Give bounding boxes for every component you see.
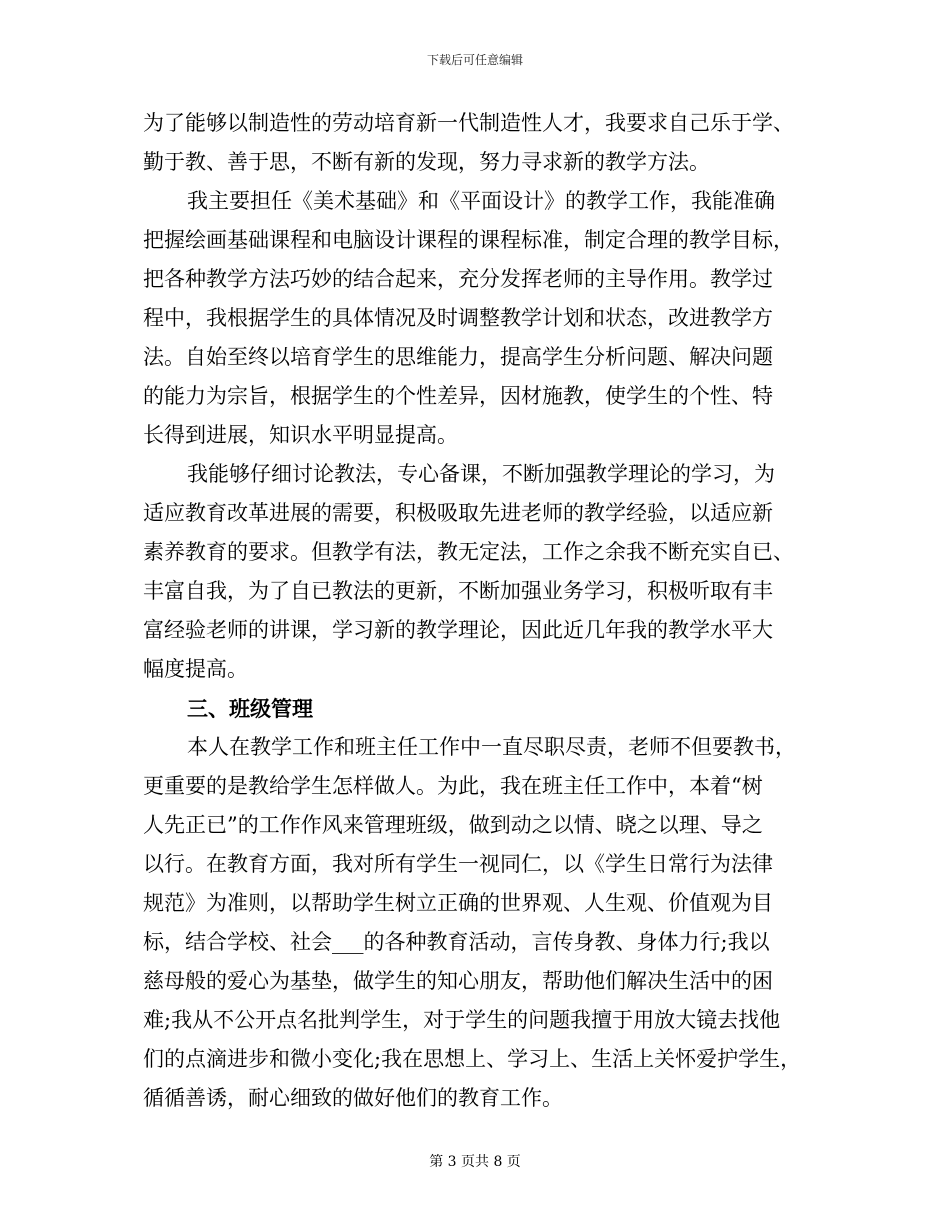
body-line: 们的点滴进步和微小变化;我在思想上、学习上、生活上关怀爱护学生， (143, 1047, 802, 1071)
paragraph-start-line: 本人在教学工作和班主任工作中一直尽职尽责，老师不但要教书， (187, 735, 796, 759)
page-header-note: 下载后可任意编辑 (426, 53, 523, 67)
body-line: 丰富自我，为了自已教法的更新，不断加强业务学习，积极听取有丰 (143, 579, 773, 603)
document-body (143, 104, 813, 1118)
body-line: 更重要的是教给学生怎样做人。为此，我在班主任工作中，本着“树 (143, 774, 763, 798)
paragraph-start-line: 我主要担任《美术基础》和《平面设计》的教学工作，我能准确 (187, 189, 775, 213)
body-line: 把握绘画基础课程和电脑设计课程的课程标准，制定合理的教学目标， (143, 228, 794, 252)
body-line: 程中，我根据学生的具体情况及时调整教学计划和状态，改进教学方 (143, 306, 773, 330)
body-line: 规范》为准则，以帮助学生树立正确的世界观、人生观、价值观为目 (143, 891, 773, 915)
body-line: 慈母般的爱心为基垫，做学生的知心朋友，帮助他们解决生活中的困 (143, 969, 773, 993)
body-line: 勤于教、善于思，不断有新的发现，努力寻求新的教学方法。 (143, 150, 710, 174)
body-line: 难;我从不公开点名批判学生，对于学生的问题我擅于用放大镜去找他 (143, 1008, 781, 1032)
body-line: 循循善诱，耐心细致的做好他们的教育工作。 (143, 1086, 563, 1110)
page-number: 第 3 页共 8 页 (429, 1154, 521, 1170)
body-line: 为了能够以制造性的劳动培育新一代制造性人才，我要求自己乐于学、 (143, 111, 794, 135)
body-line: 幅度提高。 (143, 657, 248, 681)
body-line: 适应教育改革进展的需要，积极吸取先进老师的教学经验，以适应新 (143, 501, 773, 525)
section-heading: 三、班级管理 (187, 696, 313, 721)
body-line: 把各种教学方法巧妙的结合起来，充分发挥老师的主导作用。教学过 (143, 267, 773, 291)
body-line: 富经验老师的讲课，学习新的教学理论，因此近几年我的教学水平大 (143, 618, 773, 642)
body-line: 素养教育的要求。但教学有法，教无定法，工作之余我不断充实自已、 (143, 540, 794, 564)
body-line: 人先正已”的工作作风来管理班级，做到动之以情、晓之以理、导之 (143, 813, 763, 837)
body-line: 以行。在教育方面，我对所有学生一视同仁，以《学生日常行为法律 (143, 852, 773, 876)
body-line: 法。自始至终以培育学生的思维能力，提高学生分析问题、解决问题 (143, 345, 773, 369)
paragraph-start-line: 我能够仔细讨论教法，专心备课，不断加强教学理论的学习，为 (187, 462, 775, 486)
body-line: 标，结合学校、社会___的各种教育活动，言传身教、身体力行;我以 (143, 930, 770, 954)
body-line: 长得到进展，知识水平明显提高。 (143, 423, 458, 447)
body-line: 的能力为宗旨，根据学生的个性差异，因材施教，使学生的个性、特 (143, 384, 773, 408)
